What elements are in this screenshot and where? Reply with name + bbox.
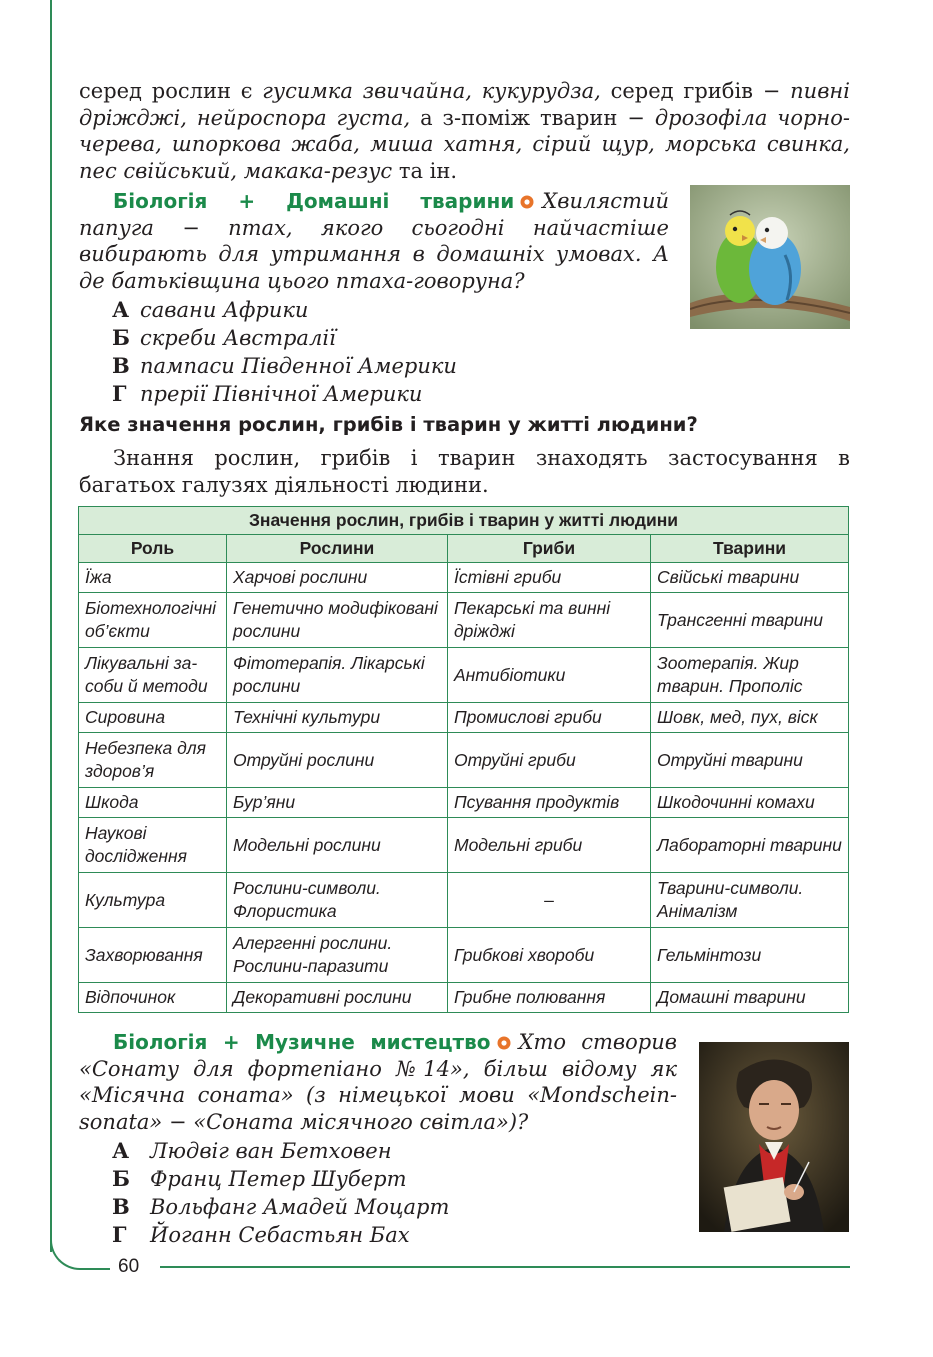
table-cell: Грибкові хвороби: [448, 928, 651, 983]
quiz2-heading: Біологія + Музичне мистецтво: [113, 1030, 491, 1054]
table-cell: Відпочинок: [79, 983, 227, 1013]
table-cell: Антибіотики: [448, 648, 651, 703]
text-run: та ін.: [392, 158, 458, 183]
intro-paragraph: [79, 78, 850, 184]
table-cell: Свійські тварини: [651, 563, 849, 593]
quiz2-options: [112, 1137, 449, 1249]
table-cell: Модельні гриби: [448, 818, 651, 873]
flower-icon: [520, 195, 534, 209]
table-cell: Отруйні тварини: [651, 733, 849, 788]
table-cell: Алергенні рослини. Рослини-паразити: [227, 928, 448, 983]
table-cell: –: [448, 873, 651, 928]
flower-icon: [497, 1036, 511, 1050]
significance-table: [78, 506, 849, 1013]
quiz2-question: Хто створив «Сонату для фортепіано №14», більш відому як «Місячна соната» (з німецької мови «Mondscheinsonata» − «Соната місячного світла»)?: [79, 1030, 677, 1134]
table-row: [79, 733, 849, 788]
beethoven-portrait: [699, 1042, 849, 1232]
text-run-italic: дрозофіла чорночерева, шпоркова жаба, миша хатня, сірий щур, морська свинка, пес свійський, макака-резус: [79, 105, 850, 183]
section-intro: Знання рослин, грибів і тварин знаходять застосування в багатьох галузях діяльності людини.: [79, 446, 850, 497]
table-header-animals: Тварини: [651, 535, 849, 563]
quiz2-option-d[interactable]: Г Йоганн Себастьян Бах: [112, 1222, 410, 1247]
table-cell: Лабораторні тварини: [651, 818, 849, 873]
table-row: [79, 788, 849, 818]
table-cell: Грибне полювання: [448, 983, 651, 1013]
table-cell: Отруйні гриби: [448, 733, 651, 788]
table-cell: Тварини-символи. Анімалізм: [651, 873, 849, 928]
table-header-role: Роль: [79, 535, 227, 563]
table-cell: Рослини-символи. Флористика: [227, 873, 448, 928]
table-cell: Декоративні рослини: [227, 983, 448, 1013]
quiz1-heading: Біологія + Домашні тварини: [113, 189, 515, 213]
table-cell: Лікувальні засоби й методи: [79, 648, 227, 703]
table-cell: Шкодочинні комахи: [651, 788, 849, 818]
table-cell: Їстівні гриби: [448, 563, 651, 593]
page-number: 60: [118, 1256, 140, 1277]
table-cell: Домашні тварини: [651, 983, 849, 1013]
quiz2-option-c[interactable]: В Вольфанг Амадей Моцарт: [112, 1194, 450, 1219]
table-cell: Наукові дослідження: [79, 818, 227, 873]
quiz1-options: [112, 296, 457, 408]
quiz1-block: [79, 188, 669, 294]
page-frame-line: [50, 0, 52, 1252]
text-run: серед рослин є: [79, 79, 263, 103]
quiz1-question: Хвилястий папуга − птах, якого сьогодні найчастіше вибирають для утримання в домашніх умовах. А де батьківщина цього птаха-говоруна?: [79, 189, 669, 293]
table-row: [79, 703, 849, 733]
table-cell: Сировина: [79, 703, 227, 733]
quiz1-option-c[interactable]: В пампаси Південної Америки: [112, 353, 457, 378]
quiz1-option-b[interactable]: Б скреби Австралії: [112, 325, 336, 350]
table-row: [79, 983, 849, 1013]
table-row: [79, 593, 849, 648]
table-cell: Їжа: [79, 563, 227, 593]
table-cell: Біотехнологічні об’єкти: [79, 593, 227, 648]
table-cell: Трансгенні тварини: [651, 593, 849, 648]
text-run-italic: гусимка звичайна, кукурудза,: [262, 79, 601, 103]
table-cell: Технічні культури: [227, 703, 448, 733]
table-cell: Зоотерапія. Жир тварин. Прополіс: [651, 648, 849, 703]
table-cell: Шкода: [79, 788, 227, 818]
quiz1-option-a[interactable]: А савани Африки: [112, 297, 309, 322]
table-cell: Пекарські та винні дріжджі: [448, 593, 651, 648]
table-cell: Псування продуктів: [448, 788, 651, 818]
section-title: Яке значення рослин, грибів і тварин у житті людини?: [79, 413, 698, 436]
table-cell: Гельмінтози: [651, 928, 849, 983]
table-cell: Промислові гриби: [448, 703, 651, 733]
table-cell: Фітотерапія. Лікарські рослини: [227, 648, 448, 703]
text-run-italic: пивні дріжджі, нейроспора густа,: [79, 79, 850, 130]
quiz1-option-d[interactable]: Г прерії Північної Америки: [112, 381, 423, 406]
table-cell: Захворювання: [79, 928, 227, 983]
table-cell: Шовк, мед, пух, віск: [651, 703, 849, 733]
page-bottom-rule: [160, 1266, 850, 1268]
table-cell: Небезпека для здоров’я: [79, 733, 227, 788]
table-row: [79, 563, 849, 593]
table-cell: Генетично модифіковані рослини: [227, 593, 448, 648]
table-row: [79, 928, 849, 983]
table-header-fungi: Гриби: [448, 535, 651, 563]
table-cell: Бур’яни: [227, 788, 448, 818]
text-run: серед грибів −: [600, 79, 791, 103]
table-cell: Харчові рослини: [227, 563, 448, 593]
table-row: [79, 648, 849, 703]
table-cell: Культура: [79, 873, 227, 928]
quiz2-block: [79, 1029, 677, 1135]
text-run: а з-поміж тварин −: [410, 105, 655, 130]
table-caption: Значення рослин, грибів і тварин у житті людини: [79, 507, 849, 535]
budgerigar-photo: [690, 185, 850, 329]
quiz2-option-b[interactable]: Б Франц Петер Шуберт: [112, 1166, 407, 1191]
quiz2-option-a[interactable]: А Людвіг ван Бетховен: [112, 1138, 392, 1163]
table-cell: Модельні рослини: [227, 818, 448, 873]
table-row: [79, 873, 849, 928]
page-frame-corner: [50, 1238, 110, 1270]
table-cell: Отруйні рослини: [227, 733, 448, 788]
table-header-plants: Рослини: [227, 535, 448, 563]
table-row: [79, 818, 849, 873]
